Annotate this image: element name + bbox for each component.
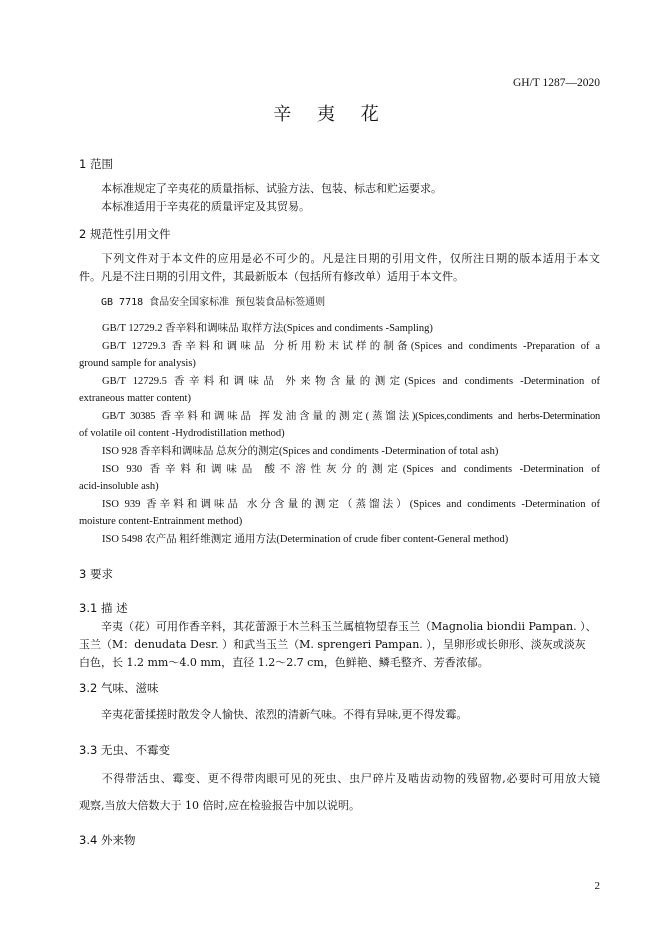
ref-gb7718: GB 7718 食品安全国家标准 预包装食品标签通则 bbox=[101, 297, 326, 308]
section-2-intro-line-1: 下列文件对于本文件的应用是必不可少的。凡是注日期的引用文件，仅所注日期的版本适用于本文 bbox=[101, 252, 600, 265]
page-title: 辛 夷 花 bbox=[273, 104, 389, 125]
ref-item: ISO 939 香辛料和调味品 水分含量的测定（蒸馏法）(Spices and condiments -Determination of bbox=[102, 499, 600, 510]
ref-item: ISO 5498 农产品 粗纤维测定 通用方法(Determination of crude fiber content-General method) bbox=[102, 534, 509, 545]
section-2-intro-line-2: 件。凡是不注日期的引用文件，其最新版本（包括所有修改单）适用于本文件。 bbox=[79, 270, 464, 283]
ref-item: GB/T 12729.5 香辛料和调味品 外来物含量的测定(Spices and condiments -Determination of bbox=[102, 376, 600, 387]
page-number: 2 bbox=[594, 880, 600, 892]
section-1-heading: 1 范围 bbox=[79, 157, 113, 171]
section-2-heading: 2 规范性引用文件 bbox=[79, 227, 171, 241]
ref-item: ISO 930 香辛料和调味品 酸不溶性灰分的测定(Spices and condiments -Determination of bbox=[102, 464, 600, 475]
section-3-3-line-1: 不得带活虫、霉变、更不得带肉眼可见的死虫、虫尸碎片及啮齿动物的残留物,必要时可用放大镜 bbox=[101, 772, 600, 785]
ref-item: GB/T 12729.2 香辛料和调味品 取样方法(Spices and condiments -Sampling) bbox=[102, 323, 433, 334]
section-1-paragraph-1: 本标准规定了辛夷花的质量指标、试验方法、包装、标志和贮运要求。 bbox=[101, 182, 442, 195]
section-3-heading: 3 要求 bbox=[79, 567, 113, 581]
ref-item: GB/T 12729.3 香辛料和调味品 分析用粉末试样的制备(Spices and condiments -Preparation of a bbox=[102, 341, 600, 352]
standard-code: GH/T 1287—2020 bbox=[513, 77, 600, 89]
section-3-1-line-2: 玉兰（M：denudata Desr. ）和武当玉兰（M. sprengeri Pampan. ），呈卵形或长卵形、淡灰或淡灰 bbox=[79, 638, 586, 651]
section-3-3-heading: 3.3 无虫、不霉变 bbox=[79, 743, 170, 757]
ref-item-continuation: extraneous matter content) bbox=[79, 393, 191, 404]
ref-item-continuation: moisture content-Entrainment method) bbox=[79, 516, 243, 527]
ref-item-continuation: of volatile oil content -Hydrodistillation method) bbox=[79, 428, 285, 439]
section-3-3-line-2: 观察,当放大倍数大于 10 倍时,应在检验报告中加以说明。 bbox=[79, 799, 360, 812]
ref-item-continuation: ground sample for analysis) bbox=[79, 358, 196, 369]
section-3-2-heading: 3.2 气味、滋味 bbox=[79, 681, 159, 695]
ref-item: ISO 928 香辛料和调味品 总灰分的测定(Spices and condiments -Determination of total ash) bbox=[102, 446, 499, 457]
section-3-1-line-3: 白色，长 1.2 mm～4.0 mm，直径 1.2～2.7 cm，色鲜艳、鳞毛整齐、芳香浓郁。 bbox=[79, 656, 489, 669]
section-3-1-heading: 3.1 描 述 bbox=[79, 601, 128, 615]
section-1-paragraph-2: 本标准适用于辛夷花的质量评定及其贸易。 bbox=[101, 200, 310, 213]
section-3-4-heading: 3.4 外来物 bbox=[79, 833, 136, 847]
section-3-1-line-1: 辛夷（花）可用作香辛料，其花蕾源于木兰科玉兰属植物望春玉兰（Magnolia biondii Pampan. ）、 bbox=[101, 620, 597, 633]
ref-item: GB/T 30385 香辛料和调味品 挥发油含量的测定(蒸馏法)(Spices,condiments and herbs-Determination bbox=[102, 411, 600, 422]
section-3-2-paragraph: 辛夷花蕾揉搓时散发令人愉快、浓烈的清新气味。不得有异味,更不得发霉。 bbox=[101, 708, 468, 721]
ref-item-continuation: acid-insoluble ash) bbox=[79, 481, 159, 492]
